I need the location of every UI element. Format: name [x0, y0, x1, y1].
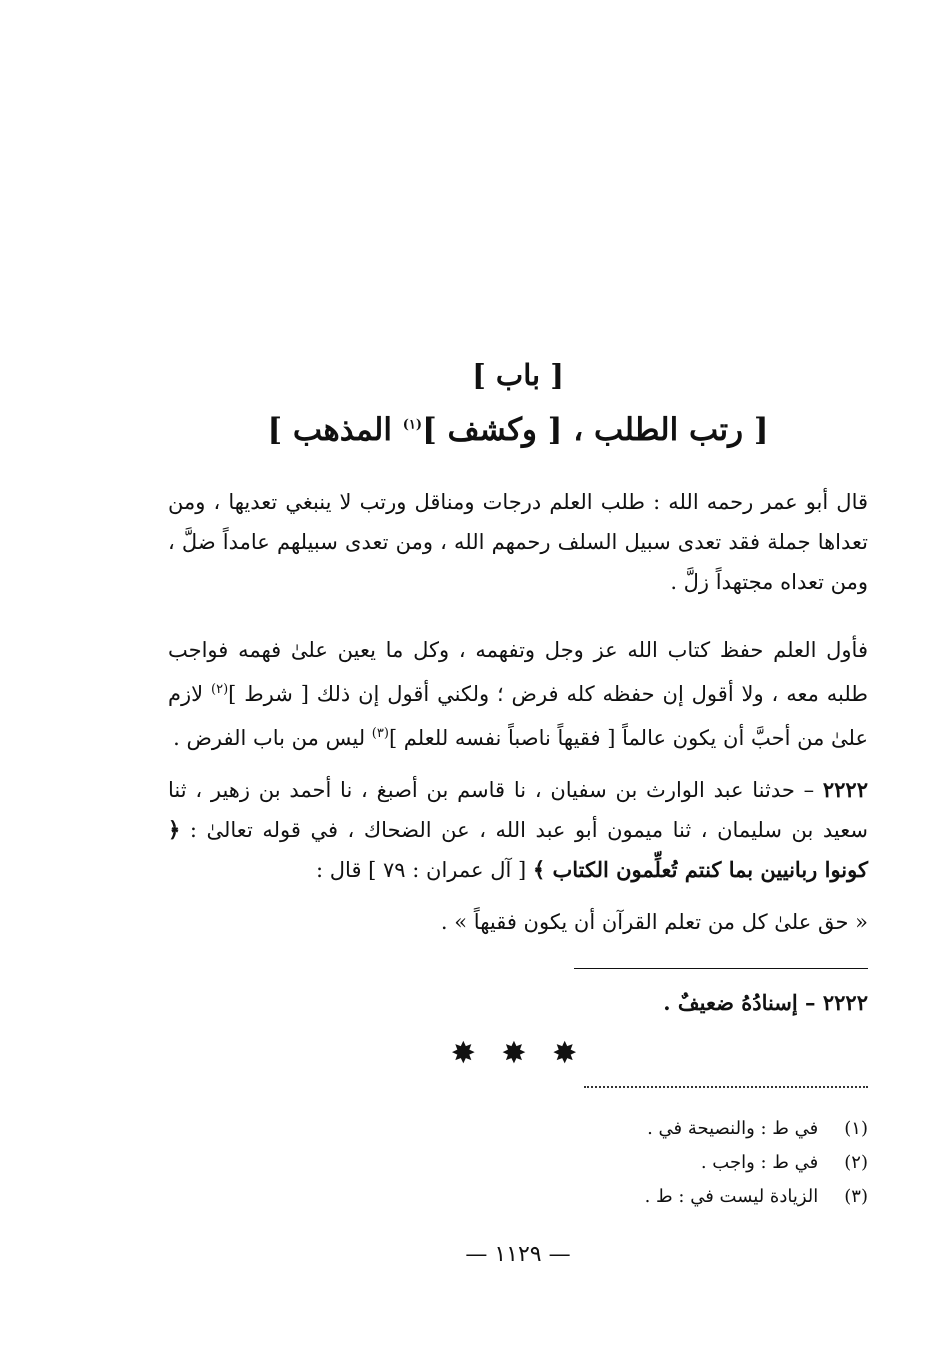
commentary-divider: [574, 968, 868, 969]
footnote-3: [568, 1186, 868, 1207]
verse-reference: [ آل عمران : ٧٩ ] قال :: [316, 858, 527, 882]
subtitle-text: [ رتب الطلب ، [ وكشف ]: [422, 412, 769, 448]
paragraph-quran: [168, 630, 868, 758]
footnote-1-text: في ط : والنصيحة في .: [647, 1118, 819, 1139]
footnote-1-number: (١): [844, 1118, 868, 1139]
commentary-note: ٢٢٢٢ – إسنادُهُ ضعيفٌ .: [663, 990, 868, 1015]
footnote-ref-3: (٣): [371, 726, 389, 741]
footnote-divider: [584, 1086, 868, 1088]
hadith-number: ٢٢٢٢: [822, 777, 868, 802]
hadith-quote: « حق علىٰ كل من تعلم القرآن أن يكون فقيهاً » .: [440, 910, 868, 934]
footnote-3-text: الزيادة ليست في : ط .: [644, 1186, 819, 1207]
footnote-1: [568, 1118, 868, 1139]
footnote-3-number: (٣): [844, 1186, 868, 1207]
chapter-title: [ باب ]: [472, 358, 564, 392]
footnote-2-text: في ط : واجب .: [700, 1152, 819, 1173]
quran-verse: ﴿ كونوا ربانيين بما كنتم تُعلِّمون الكتاب ﴾: [168, 817, 868, 882]
hadith-entry: [168, 770, 868, 890]
subtitle-end: المذهب ]: [267, 412, 392, 448]
section-separator: ✸ ✸ ✸: [450, 1036, 586, 1071]
footnote-2: [568, 1152, 868, 1173]
paragraph-quran-part-b: لازم علىٰ من أحبَّ أن يكون عالماً [ فقيهاً ناصباً نفسه للعلم ]: [168, 682, 868, 750]
footnote-2-number: (٢): [844, 1152, 868, 1173]
page-number: — ١١٢٩ —: [465, 1242, 571, 1267]
paragraph-quran-part-a: فأول العلم حفظ كتاب الله عز وجل وتفهمه ، وكل ما يعين علىٰ فهمه فواجب طلبه معه ، ولا أقول إن حفظه كله فرض ؛ ولكني أقول إن ذلك [ شرط ]: [168, 638, 868, 706]
footnote-ref-2: (٢): [211, 682, 229, 697]
chapter-subtitle: [168, 412, 868, 448]
hadith-isnad: – حدثنا عبد الوارث بن سفيان ، نا قاسم بن أصبغ ، نا أحمد بن زهير ، ثنا سعيد بن سليمان ، ثنا ميمون أبو عبد الله ، عن الضحاك ، في قوله تعالىٰ :: [168, 778, 868, 842]
paragraph-quran-part-c: ليس من باب الفرض .: [173, 726, 366, 750]
subtitle-footnote-ref: (١): [402, 417, 423, 433]
paragraph-intro: قال أبو عمر رحمه الله : طلب العلم درجات ومناقل ورتب لا ينبغي تعديها ، ومن تعداها جملة فقد تعدى سبيل السلف رحمهم الله ، ومن تعدى سبيلهم عامداً ضلَّ ، ومن تعداه مجتهداً زلَّ .: [168, 490, 868, 594]
